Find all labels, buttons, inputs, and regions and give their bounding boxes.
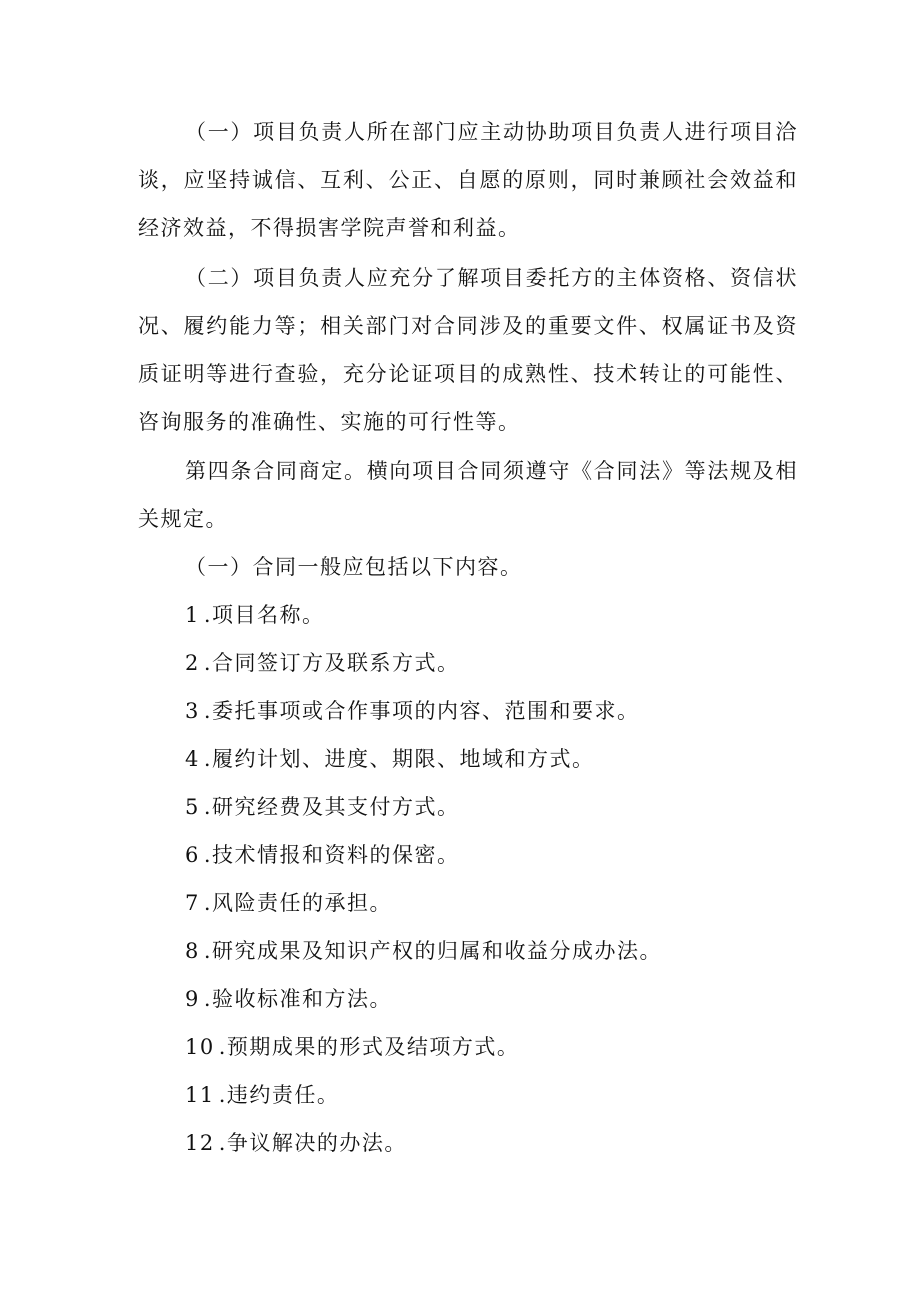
list-item-text: .争议解决的办法。: [218, 1131, 407, 1155]
list-item: [185, 831, 460, 879]
list-item: [185, 975, 392, 1023]
list-item-number: 9: [185, 987, 200, 1011]
list-item-number: 3: [185, 699, 200, 723]
list-item-text: .风险责任的承担。: [203, 891, 393, 915]
list-item-number: 7: [185, 891, 200, 915]
list-item: [185, 1023, 519, 1071]
list-item-text: .项目名称。: [203, 603, 325, 627]
list-item-number: 12: [185, 1131, 215, 1155]
list-item-text: .预期成果的形式及结项方式。: [218, 1035, 520, 1059]
list-item-text: .技术情报和资料的保密。: [203, 843, 460, 867]
list-item-number: 4: [185, 747, 200, 771]
list-item: [185, 1119, 407, 1167]
list-item-number: 2: [185, 651, 200, 675]
list-item: [185, 735, 595, 783]
list-item-number: 5: [185, 795, 200, 819]
list-item-text: .研究成果及知识产权的归属和收益分成办法。: [203, 939, 663, 963]
list-item: [185, 879, 392, 927]
paragraph-1: （一）项目负责人所在部门应主动协助项目负责人进行项目洽谈，应坚持诚信、互利、公正、自愿的原则，同时兼顾社会效益和经济效益，不得损害学院声誉和利益。: [138, 120, 798, 240]
list-item-text: .履约计划、进度、期限、地域和方式。: [203, 747, 595, 771]
list-item: [185, 591, 325, 639]
list-item: [185, 639, 460, 687]
list-item-number: 11: [185, 1083, 215, 1107]
list-item-number: 10: [185, 1035, 215, 1059]
list-item: [185, 687, 640, 735]
list-item-number: 6: [185, 843, 200, 867]
article-four-paragraph: 第四条合同商定。横向项目合同须遵守《合同法》等法规及相关规定。: [138, 459, 798, 531]
list-item: [185, 1071, 339, 1119]
list-item: [185, 783, 460, 831]
list-item-number: 1: [185, 603, 200, 627]
list-item-text: .合同签订方及联系方式。: [203, 651, 460, 675]
list-item-text: .研究经费及其支付方式。: [203, 795, 460, 819]
list-item-text: .委托事项或合作事项的内容、范围和要求。: [203, 699, 640, 723]
list-item-text: .验收标准和方法。: [203, 987, 393, 1011]
list-item-number: 8: [185, 939, 200, 963]
contract-content-subheading: （一）合同一般应包括以下内容。: [185, 555, 523, 579]
list-item-text: .违约责任。: [218, 1083, 340, 1107]
paragraph-2: （二）项目负责人应充分了解项目委托方的主体资格、资信状况、履约能力等；相关部门对合同涉及的重要文件、权属证书及资质证明等进行查验，充分论证项目的成熟性、技术转让的可能性、咨询服务的准确性、实施的可行性等。: [138, 266, 798, 434]
list-item: [185, 927, 662, 975]
